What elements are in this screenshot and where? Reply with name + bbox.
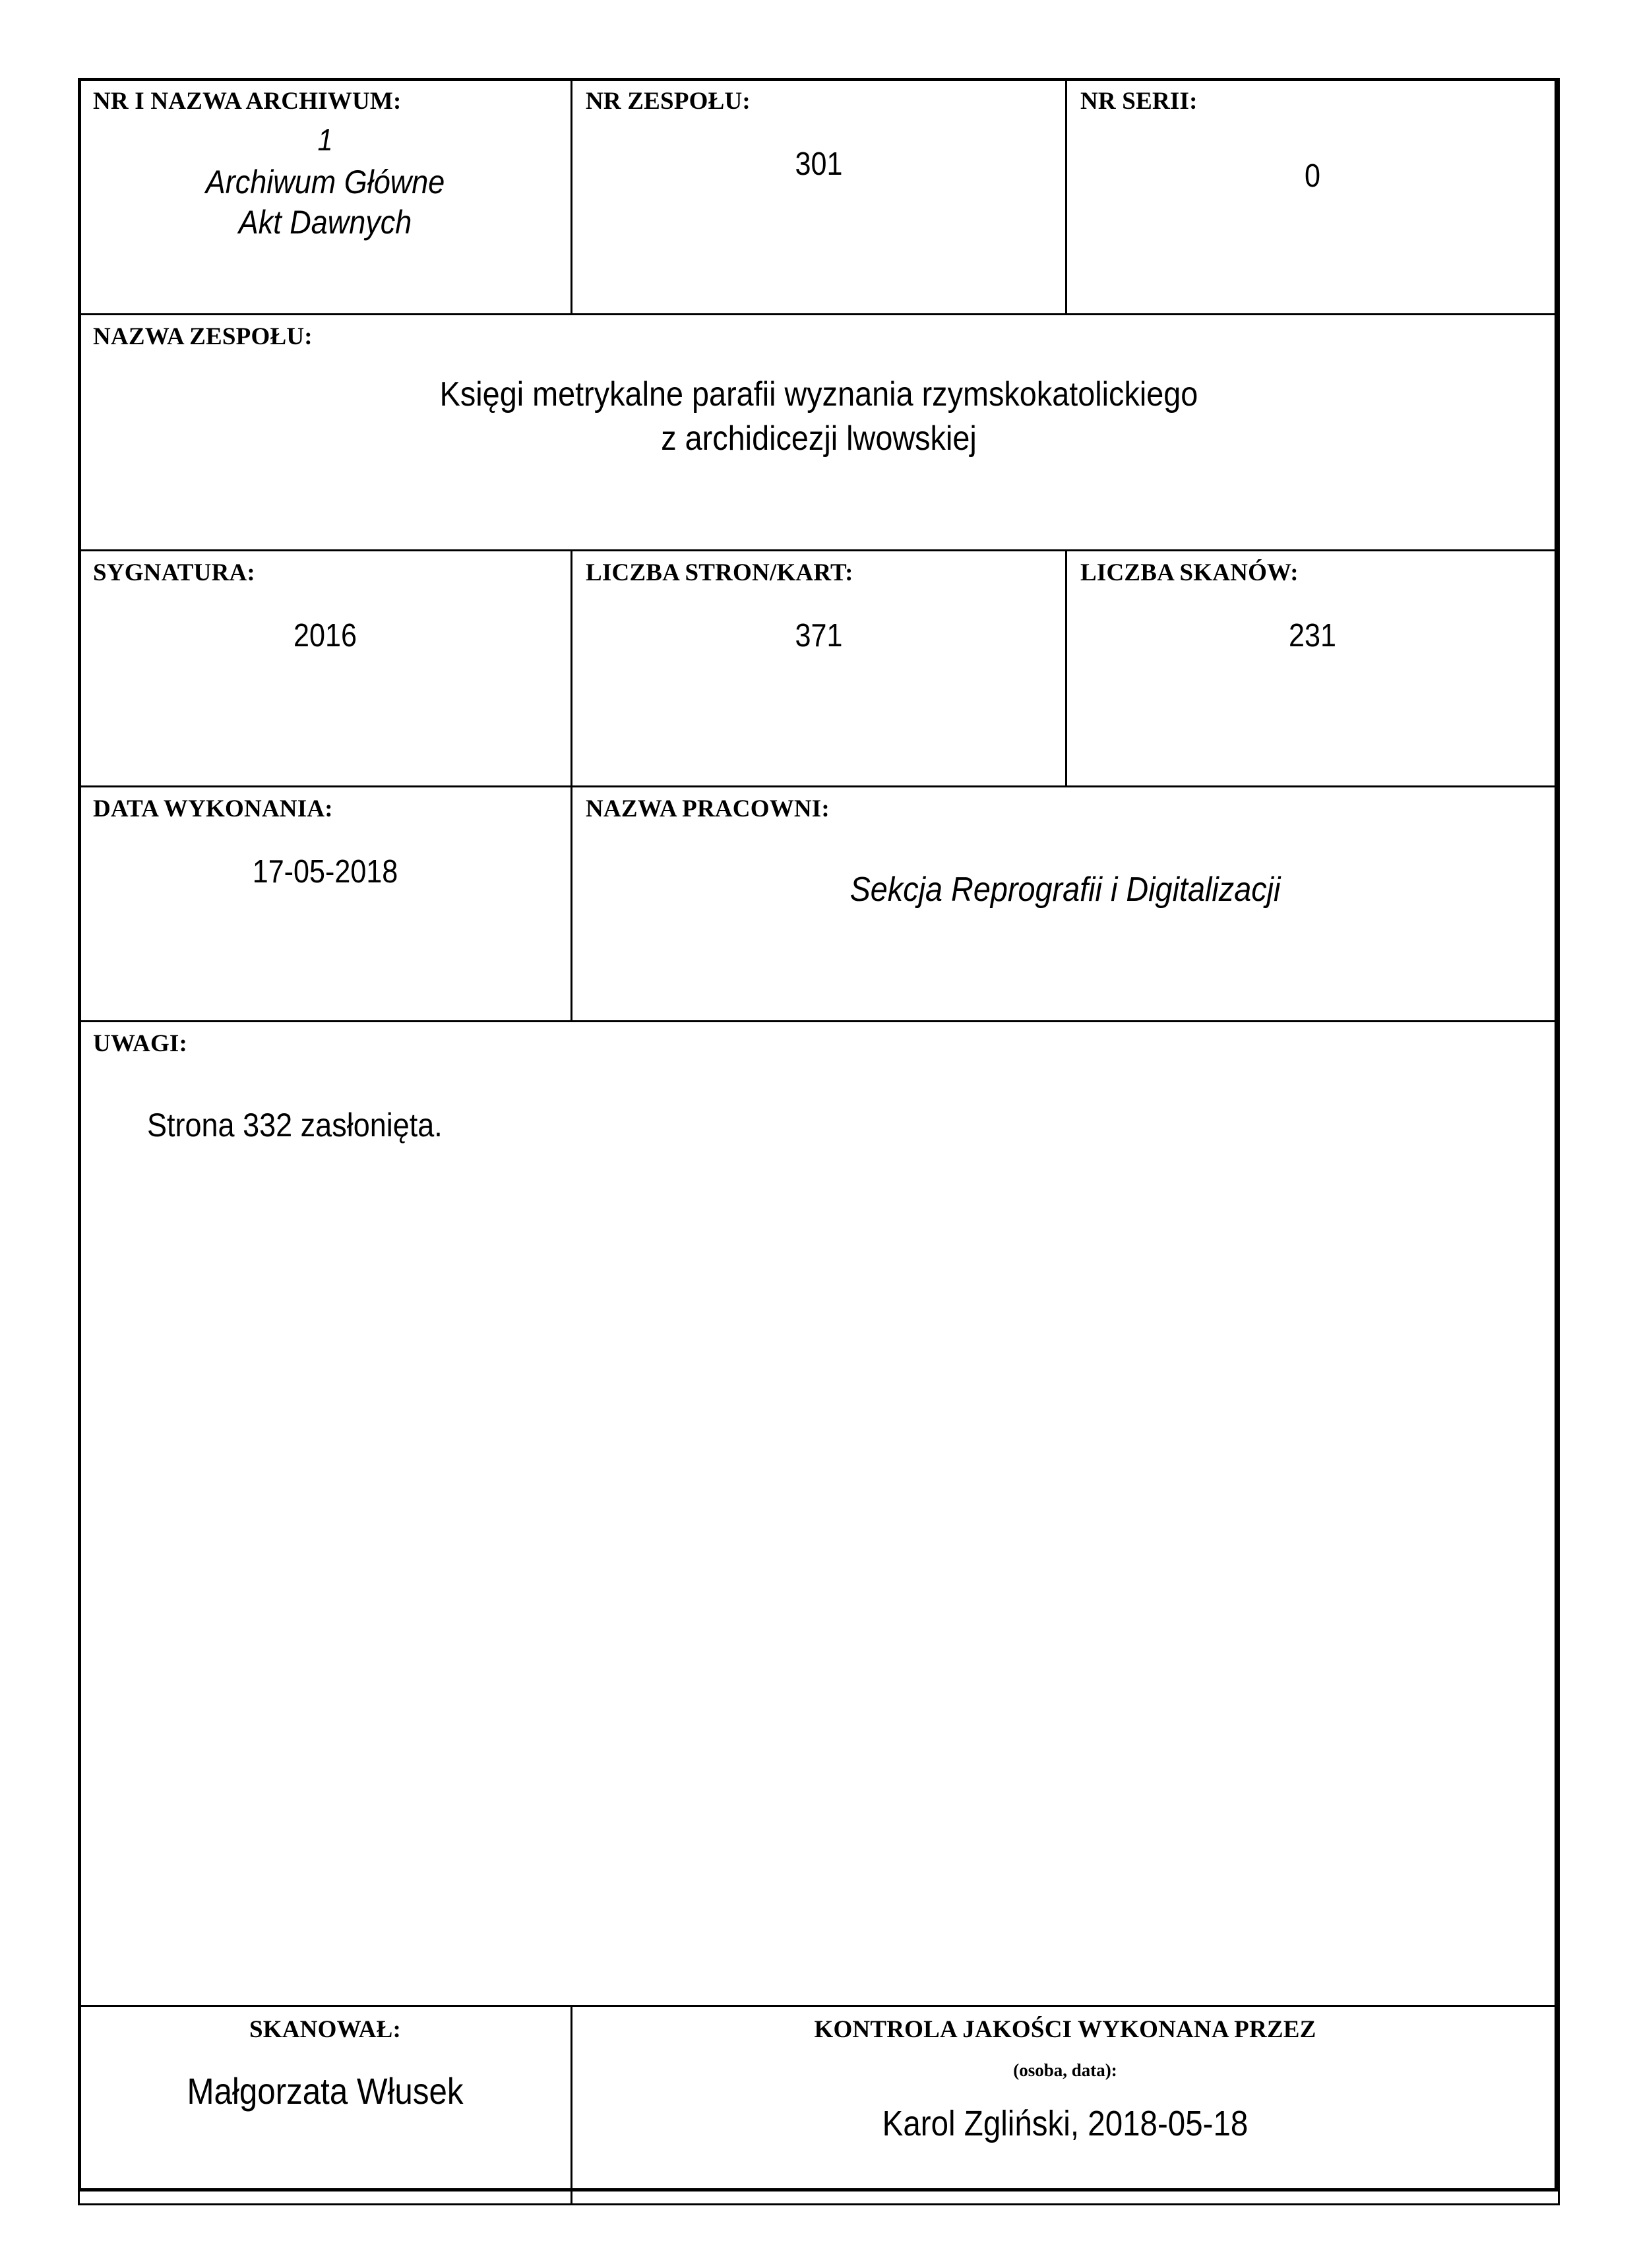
scans-count-label: LICZBA SKANÓW: bbox=[1080, 559, 1299, 586]
archive-label: NR I NAZWA ARCHIWUM: bbox=[93, 88, 402, 115]
archive-form-table bbox=[78, 78, 1560, 2205]
cell-archive-name bbox=[79, 79, 572, 315]
fonds-name-line-2: z archidicezji lwowskiej bbox=[661, 419, 977, 458]
notes-label: UWAGI: bbox=[93, 1030, 188, 1057]
fonds-number-label: NR ZESPOŁU: bbox=[586, 88, 751, 115]
table-row-production bbox=[79, 787, 1559, 1022]
signature-value: 2016 bbox=[293, 617, 357, 654]
pages-count-label: LICZBA STRON/KART: bbox=[586, 559, 853, 586]
cell-scanned-by bbox=[79, 2006, 572, 2205]
archive-name-line-1: Archiwum Główne bbox=[205, 163, 445, 200]
studio-name-value: Sekcja Reprografii i Digitalizacji bbox=[849, 870, 1281, 909]
fonds-name-value-block bbox=[93, 373, 1545, 462]
scanned-by-label: SKANOWAŁ: bbox=[249, 2016, 401, 2043]
fonds-name-label: NAZWA ZESPOŁU: bbox=[93, 323, 313, 350]
signature-label: SYGNATURA: bbox=[93, 559, 255, 586]
production-date-value: 17-05-2018 bbox=[252, 853, 398, 890]
cell-pages-count bbox=[572, 551, 1066, 787]
quality-control-sublabel: (osoba, data): bbox=[1013, 2060, 1117, 2080]
cell-production-date bbox=[79, 787, 572, 1022]
pages-count-value: 371 bbox=[795, 617, 843, 654]
cell-scans-count bbox=[1066, 551, 1559, 787]
scans-count-value: 231 bbox=[1289, 617, 1336, 654]
fonds-name-line-1: Księgi metrykalne parafii wyznania rzymskokatolickiego bbox=[439, 375, 1198, 414]
cell-quality-control bbox=[572, 2006, 1559, 2205]
quality-control-label: KONTROLA JAKOŚCI WYKONANA PRZEZ bbox=[814, 2016, 1316, 2043]
notes-value: Strona 332 zasłonięta. bbox=[147, 1106, 443, 1144]
scanned-by-value: Małgorzata Włusek bbox=[187, 2069, 464, 2112]
table-row-footer bbox=[79, 2006, 1559, 2205]
series-number-label: NR SERII: bbox=[1080, 88, 1198, 115]
table-row-counts bbox=[79, 551, 1559, 787]
cell-studio-name bbox=[572, 787, 1559, 1022]
production-date-label: DATA WYKONANIA: bbox=[93, 795, 333, 822]
cell-notes bbox=[79, 1022, 1559, 2006]
table-row-notes bbox=[79, 1022, 1559, 2006]
cell-fonds-name bbox=[79, 315, 1559, 551]
archive-number: 1 bbox=[317, 122, 333, 157]
studio-name-label: NAZWA PRACOWNI: bbox=[586, 795, 830, 822]
cell-signature bbox=[79, 551, 572, 787]
archive-name-line-2: Akt Dawnych bbox=[238, 203, 412, 241]
archive-value-block bbox=[93, 121, 557, 243]
table-row-fonds-name bbox=[79, 315, 1559, 551]
quality-control-value: Karol Zgliński, 2018-05-18 bbox=[882, 2103, 1249, 2143]
series-number-value: 0 bbox=[1304, 158, 1320, 194]
fonds-number-value: 301 bbox=[795, 146, 843, 182]
table-row-archive bbox=[79, 79, 1559, 315]
cell-series-number bbox=[1066, 79, 1559, 315]
cell-fonds-number bbox=[572, 79, 1066, 315]
